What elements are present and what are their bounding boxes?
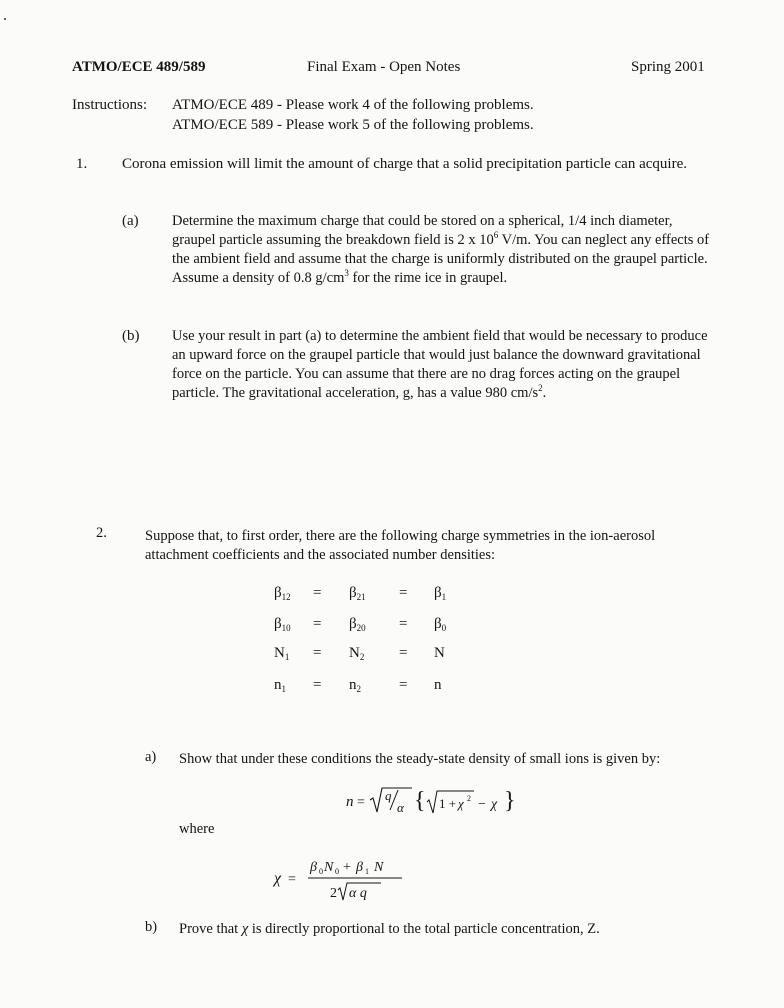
- instructions-line-1: ATMO/ECE 489 - Please work 4 of the following problems.: [172, 97, 534, 113]
- symmetry-lhs: $N_1$: [274, 645, 290, 662]
- instructions-line-2: ATMO/ECE 589 - Please work 5 of the following problems.: [172, 117, 534, 133]
- course-code: ATMO/ECE 489/589: [72, 59, 206, 75]
- svg-text:χ: χ: [491, 797, 498, 812]
- symmetry-rhs: $\beta_0$: [434, 616, 447, 633]
- symmetry-mid: $n_2$: [349, 677, 361, 694]
- symmetry-mid: $\beta_{21}$: [349, 585, 366, 602]
- svg-text:β: β: [356, 860, 363, 875]
- instructions-label: Instructions:: [72, 97, 147, 113]
- symmetry-mid: $N_2$: [349, 645, 365, 662]
- scan-speck: [4, 18, 6, 20]
- where-label: where: [179, 821, 215, 837]
- problem-2a-label: a): [145, 749, 157, 765]
- svg-text:0: 0: [335, 867, 339, 876]
- problem-2b-text: Prove that χ is directly proportional to the total particle concentration, Z.: [179, 921, 600, 937]
- equals-sign: =: [313, 585, 322, 601]
- symmetry-rhs: N: [434, 645, 445, 661]
- svg-text:0: 0: [319, 867, 323, 876]
- problem-1-number: 1.: [76, 156, 88, 172]
- svg-text:χ: χ: [458, 796, 464, 811]
- problem-2b-label: b): [145, 919, 158, 935]
- svg-text:β: β: [310, 860, 317, 875]
- equals-sign: =: [313, 645, 322, 661]
- problem-2a-text: Show that under these conditions the steady-state density of small ions is given by:: [179, 751, 661, 767]
- svg-text:=: =: [357, 795, 365, 810]
- equals-sign: =: [313, 616, 322, 632]
- svg-text:=: =: [288, 872, 296, 887]
- svg-text:2: 2: [467, 794, 471, 803]
- symmetry-rhs: $\beta_1$: [434, 585, 447, 602]
- symmetry-mid: $\beta_{20}$: [349, 616, 366, 633]
- problem-2-intro: Suppose that, to first order, there are the following charge symmetries in the ion-aerosol attachment coefficients and the associated number densities:: [145, 528, 656, 563]
- svg-text:1: 1: [365, 867, 369, 876]
- equals-sign: =: [313, 677, 322, 693]
- svg-text:2: 2: [330, 886, 337, 901]
- symmetry-lhs: $\beta_{10}$: [274, 616, 291, 633]
- problem-1b-text: Use your result in part (a) to determine the ambient field that would be necessary to produce an upward force on the graupel particle that would just balance the downward gravitational force on the particle. You can assume that there are no drag forces acting on the graupel particle. The gravitational acceleration, g, has a value 980 $cm/s^2$.: [172, 328, 708, 401]
- svg-text:N: N: [324, 860, 334, 875]
- svg-text:1 +: 1 +: [439, 796, 457, 811]
- problem-1-intro: Corona emission will limit the amount of charge that a solid precipitation particle can acquire.: [122, 156, 687, 172]
- symmetry-lhs: $\beta_{12}$: [274, 585, 291, 602]
- exam-term: Spring 2001: [631, 59, 705, 75]
- chi-definition-equation: [270, 852, 420, 904]
- problem-1a-text: Determine the maximum charge that could be stored on a spherical, 1/4 inch diameter, graupel particle assuming the breakdown field is 2 x $10^6$ V/m. You can neglect any effects of the ambient field and assume that the charge is uniformly distributed on the graupel particle. Assume a density of 0.8 $g/cm^3$ for the rime ice in graupel.: [172, 213, 710, 286]
- svg-text:{: {: [414, 788, 426, 814]
- equals-sign: =: [399, 677, 408, 693]
- exam-title: Final Exam - Open Notes: [307, 59, 461, 75]
- problem-2-number: 2.: [96, 525, 107, 541]
- problem-1a-label: (a): [122, 213, 139, 229]
- svg-text:}: }: [504, 788, 516, 814]
- chi-symbol: χ: [241, 921, 249, 937]
- small-ion-density-equation: [340, 782, 530, 822]
- eq-n: n: [346, 794, 354, 810]
- problem-1b-label: (b): [122, 328, 140, 344]
- svg-text:q: q: [385, 788, 392, 803]
- svg-text:χ: χ: [274, 870, 282, 887]
- equals-sign: =: [399, 585, 408, 601]
- svg-text:α q: α q: [349, 886, 367, 901]
- symmetry-lhs: $n_1$: [274, 677, 286, 694]
- svg-text:α: α: [397, 800, 404, 815]
- equals-sign: =: [399, 616, 408, 632]
- equals-sign: =: [399, 645, 408, 661]
- symmetry-rhs: n: [434, 677, 442, 693]
- svg-text:−: −: [478, 797, 486, 812]
- svg-text:+: +: [343, 860, 351, 875]
- svg-text:N: N: [374, 860, 384, 875]
